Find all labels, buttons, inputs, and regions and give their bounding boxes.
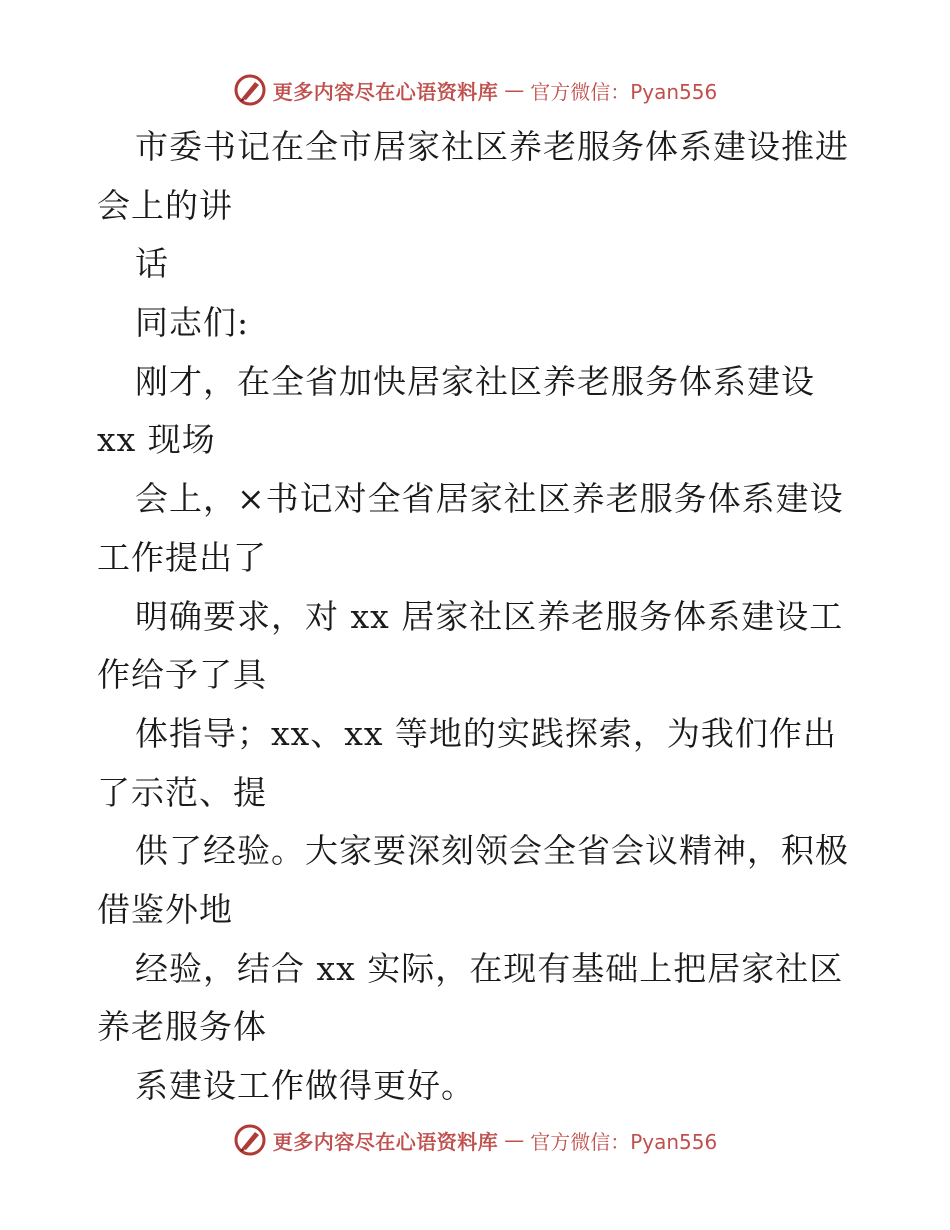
text-line: 工作提出了 [97, 537, 267, 577]
watermark-text: 更多内容尽在心语资料库 [272, 1129, 499, 1154]
text-line: 作给予了具 [97, 655, 267, 695]
watermark-text: 更多内容尽在心语资料库 [272, 79, 499, 104]
text-line: 养老服务体 [97, 1007, 267, 1047]
watermark-wechat: 官方微信：Pyan556 [530, 79, 718, 104]
text-line: 系建设工作做得更好。 [135, 1066, 475, 1105]
text-line: 明确要求，对 xx 居家社区养老服务体系建设工 [135, 596, 844, 636]
text-line: 会上，×书记对全省居家社区养老服务体系建设 [135, 479, 844, 519]
text-line: 同志们: [135, 303, 250, 343]
text-line: xx 现场 [97, 420, 216, 460]
watermark-dash: — [504, 78, 525, 102]
text-line: 供了经验。大家要深刻领会全省会议精神，积极 [135, 831, 849, 871]
text-line: 会上的讲 [97, 185, 233, 225]
document-body [97, 118, 857, 1116]
text-line: 刚才，在全省加快居家社区养老服务体系建设 [135, 361, 815, 401]
text-line: 体指导；xx、xx 等地的实践探索，为我们作出 [135, 713, 837, 753]
text-line: 借鉴外地 [97, 889, 233, 929]
pen-logo-icon [233, 73, 267, 107]
text-line: 市委书记在全市居家社区养老服务体系建设推进 [135, 127, 849, 166]
text-line: 话 [135, 244, 169, 284]
watermark-dash: — [504, 1128, 525, 1152]
pen-logo-icon [233, 1123, 267, 1157]
text-line: 了示范、提 [97, 772, 267, 812]
watermark-wechat: 官方微信：Pyan556 [530, 1129, 718, 1154]
header-watermark [0, 70, 950, 110]
text-line: 经验，结合 xx 实际，在现有基础上把居家社区 [135, 948, 844, 988]
footer-watermark [0, 1120, 950, 1160]
